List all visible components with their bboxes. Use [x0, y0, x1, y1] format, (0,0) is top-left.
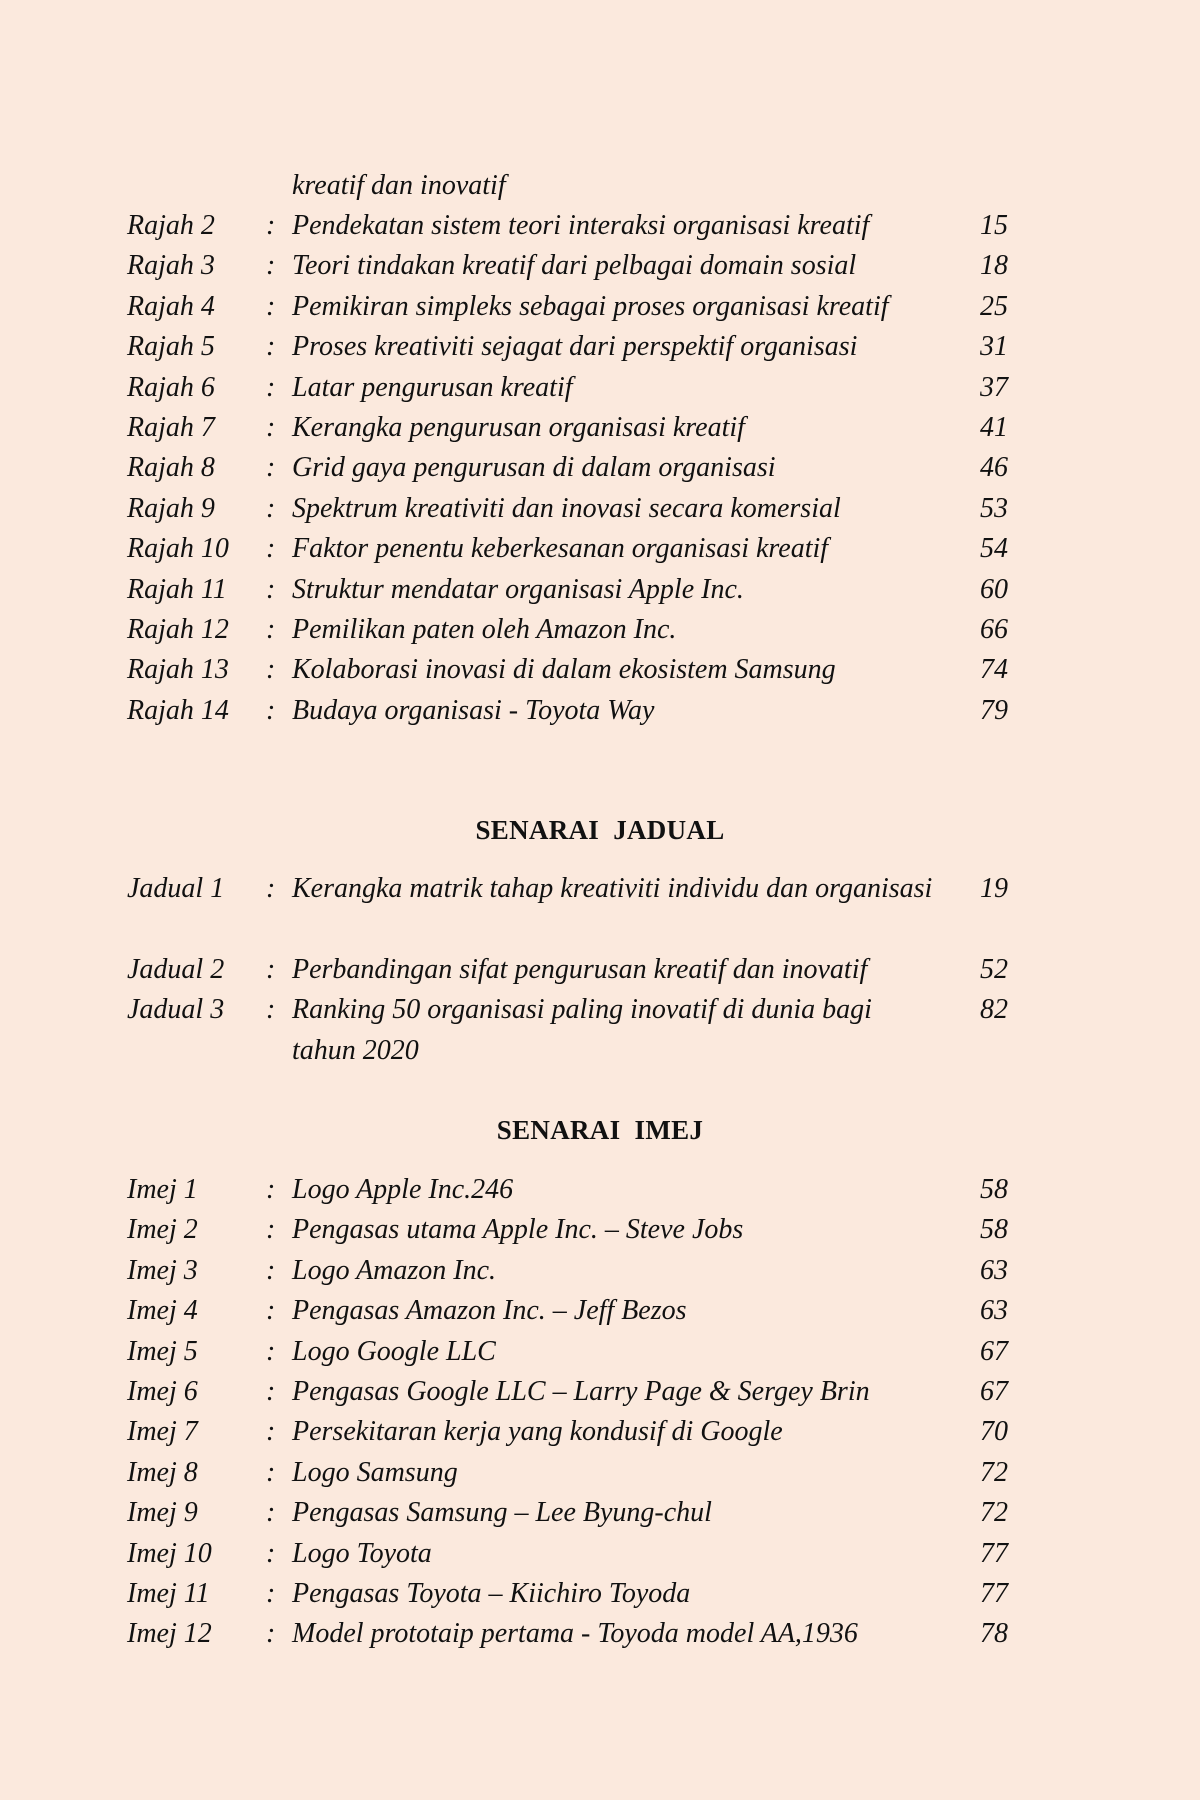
separator: :	[266, 613, 276, 645]
list-item	[127, 1332, 1027, 1372]
item-title: Logo Google LLC	[292, 1335, 496, 1367]
list-item	[127, 1534, 1027, 1574]
item-page: 58	[980, 1174, 1008, 1205]
rajah-list	[127, 206, 1027, 731]
item-label: Rajah 13	[127, 654, 229, 686]
item-title: Logo Amazon Inc.	[292, 1254, 497, 1286]
item-page: 53	[980, 492, 1008, 524]
item-title: Pengasas Toyota – Kiichiro Toyoda	[292, 1577, 691, 1609]
separator: :	[266, 210, 276, 241]
item-label: Rajah 8	[127, 452, 215, 484]
item-page: 60	[980, 573, 1008, 605]
item-label: Imej 10	[127, 1537, 212, 1569]
item-title: Budaya organisasi - Toyota Way	[292, 694, 655, 726]
item-title: Perbandingan sifat pengurusan kreatif dan inovatif	[292, 953, 868, 985]
item-page: 63	[980, 1254, 1008, 1286]
separator: :	[266, 1254, 276, 1286]
list-item	[127, 327, 1027, 367]
separator: :	[266, 1214, 276, 1246]
jadual-list	[127, 869, 1027, 1071]
item-page: 77	[980, 1577, 1008, 1609]
separator: :	[266, 953, 276, 985]
item-title: Pemilikan paten oleh Amazon Inc.	[292, 613, 677, 645]
item-page: 72	[980, 1497, 1008, 1529]
item-label: Rajah 5	[127, 331, 215, 363]
item-page: 46	[980, 452, 1008, 484]
item-page: 41	[980, 411, 1008, 443]
item-title: Kolaborasi inovasi di dalam ekosistem Samsung	[292, 654, 836, 686]
item-label: Rajah 4	[127, 290, 215, 322]
imej-list	[127, 1170, 1027, 1655]
separator: :	[266, 1577, 276, 1609]
separator: :	[266, 654, 276, 686]
item-page: 70	[980, 1416, 1008, 1448]
item-page: 82	[980, 994, 1008, 1026]
item-page: 74	[980, 654, 1008, 686]
separator: :	[266, 371, 276, 403]
item-page: 37	[980, 371, 1008, 403]
continuation-line: kreatif dan inovatif	[292, 170, 506, 201]
separator: :	[266, 533, 276, 565]
list-item	[127, 206, 1027, 246]
separator: :	[266, 290, 276, 322]
list-item	[127, 408, 1027, 448]
separator: :	[266, 492, 276, 524]
separator: :	[266, 1537, 276, 1569]
separator: :	[266, 1416, 276, 1448]
item-page: 67	[980, 1375, 1008, 1407]
separator: :	[266, 573, 276, 605]
separator: :	[266, 994, 276, 1026]
item-page: 15	[980, 210, 1008, 241]
list-item	[127, 246, 1027, 286]
item-title: Kerangka pengurusan organisasi kreatif	[292, 411, 745, 443]
list-item	[127, 1453, 1027, 1493]
separator: :	[266, 1174, 276, 1205]
item-page: 52	[980, 953, 1008, 985]
list-item	[127, 448, 1027, 488]
list-item	[127, 650, 1027, 690]
item-title: Pengasas Google LLC – Larry Page & Sergey Brin	[292, 1375, 870, 1407]
list-item	[127, 1251, 1027, 1291]
item-page: 67	[980, 1335, 1008, 1367]
item-title: Proses kreativiti sejagat dari perspektif organisasi	[292, 331, 858, 363]
item-label: Imej 12	[127, 1618, 212, 1650]
list-item	[127, 1412, 1027, 1452]
item-label: Imej 6	[127, 1375, 198, 1407]
list-item	[127, 1210, 1027, 1250]
separator: :	[266, 873, 276, 904]
item-title: Kerangka matrik tahap kreativiti individu dan organisasi	[292, 873, 933, 904]
item-label: Jadual 3	[127, 994, 225, 1026]
separator: :	[266, 694, 276, 726]
separator: :	[266, 1618, 276, 1650]
item-label: Imej 7	[127, 1416, 198, 1448]
item-label: Jadual 1	[127, 873, 225, 904]
item-title: Persekitaran kerja yang kondusif di Google	[292, 1416, 783, 1448]
list-item	[127, 368, 1027, 408]
list-item	[127, 489, 1027, 529]
item-label: Rajah 6	[127, 371, 215, 403]
item-page: 72	[980, 1456, 1008, 1488]
item-page: 18	[980, 250, 1008, 282]
list-item	[127, 950, 1027, 990]
list-item	[127, 1614, 1027, 1654]
item-title: Struktur mendatar organisasi Apple Inc.	[292, 573, 744, 605]
list-item	[127, 570, 1027, 610]
item-title: Pengasas Amazon Inc. – Jeff Bezos	[292, 1295, 687, 1327]
list-item	[127, 1574, 1027, 1614]
item-page: 66	[980, 613, 1008, 645]
item-title: Grid gaya pengurusan di dalam organisasi	[292, 452, 776, 484]
list-item	[127, 990, 1027, 1071]
item-label: Rajah 2	[127, 210, 215, 241]
item-title: Spektrum kreativiti dan inovasi secara komersial	[292, 492, 841, 524]
item-page: 54	[980, 533, 1008, 565]
item-title: Pengasas Samsung – Lee Byung-chul	[292, 1497, 712, 1529]
separator: :	[266, 1375, 276, 1407]
item-page: 77	[980, 1537, 1008, 1569]
item-title: Pengasas utama Apple Inc. – Steve Jobs	[292, 1214, 744, 1246]
item-label: Jadual 2	[127, 953, 225, 985]
section-heading-jadual: SENARAI JADUAL	[475, 815, 725, 845]
list-item	[127, 1372, 1027, 1412]
item-label: Imej 1	[127, 1174, 198, 1205]
item-label: Rajah 14	[127, 694, 229, 726]
item-label: Imej 8	[127, 1456, 198, 1488]
section-heading-imej: SENARAI IMEJ	[496, 1115, 704, 1145]
item-page: 31	[980, 331, 1008, 363]
list-item	[127, 610, 1027, 650]
item-label: Imej 2	[127, 1214, 198, 1246]
item-page: 63	[980, 1295, 1008, 1327]
item-label: Rajah 3	[127, 250, 215, 282]
list-item	[127, 1291, 1027, 1331]
item-label: Rajah 7	[127, 411, 215, 443]
item-label: Rajah 10	[127, 533, 229, 565]
item-title: Teori tindakan kreatif dari pelbagai domain sosial	[292, 250, 857, 282]
list-item	[127, 869, 1027, 950]
list-item	[127, 1493, 1027, 1533]
separator: :	[266, 1497, 276, 1529]
list-item	[127, 1170, 1027, 1210]
item-page: 25	[980, 290, 1008, 322]
separator: :	[266, 1456, 276, 1488]
item-label: Imej 3	[127, 1254, 198, 1286]
separator: :	[266, 452, 276, 484]
item-title: Faktor penentu keberkesanan organisasi kreatif	[292, 533, 829, 565]
separator: :	[266, 331, 276, 363]
separator: :	[266, 250, 276, 282]
item-label: Rajah 9	[127, 492, 215, 524]
item-label: Imej 9	[127, 1497, 198, 1529]
separator: :	[266, 1295, 276, 1327]
item-title: Logo Samsung	[292, 1456, 458, 1488]
list-item	[127, 691, 1027, 731]
separator: :	[266, 411, 276, 443]
item-label: Imej 5	[127, 1335, 198, 1367]
item-label: Rajah 11	[127, 573, 227, 605]
item-label: Imej 11	[127, 1577, 210, 1609]
item-title: Logo Toyota	[292, 1537, 432, 1569]
item-title: Ranking 50 organisasi paling inovatif di dunia bagi tahun 2020	[292, 994, 872, 1066]
item-label: Imej 4	[127, 1295, 198, 1327]
item-page: 58	[980, 1214, 1008, 1246]
item-title: Pemikiran simpleks sebagai proses organisasi kreatif	[292, 290, 889, 322]
item-page: 79	[980, 694, 1008, 726]
item-title: Latar pengurusan kreatif	[292, 371, 573, 403]
item-title: Model prototaip pertama - Toyoda model AA,1936	[292, 1618, 858, 1650]
separator: :	[266, 1335, 276, 1367]
item-page: 78	[980, 1618, 1008, 1650]
item-title: Logo Apple Inc.246	[292, 1174, 514, 1205]
item-title: Pendekatan sistem teori interaksi organisasi kreatif	[292, 210, 870, 241]
item-label: Rajah 12	[127, 613, 229, 645]
list-item	[127, 287, 1027, 327]
item-page: 19	[980, 873, 1008, 904]
list-item	[127, 529, 1027, 569]
